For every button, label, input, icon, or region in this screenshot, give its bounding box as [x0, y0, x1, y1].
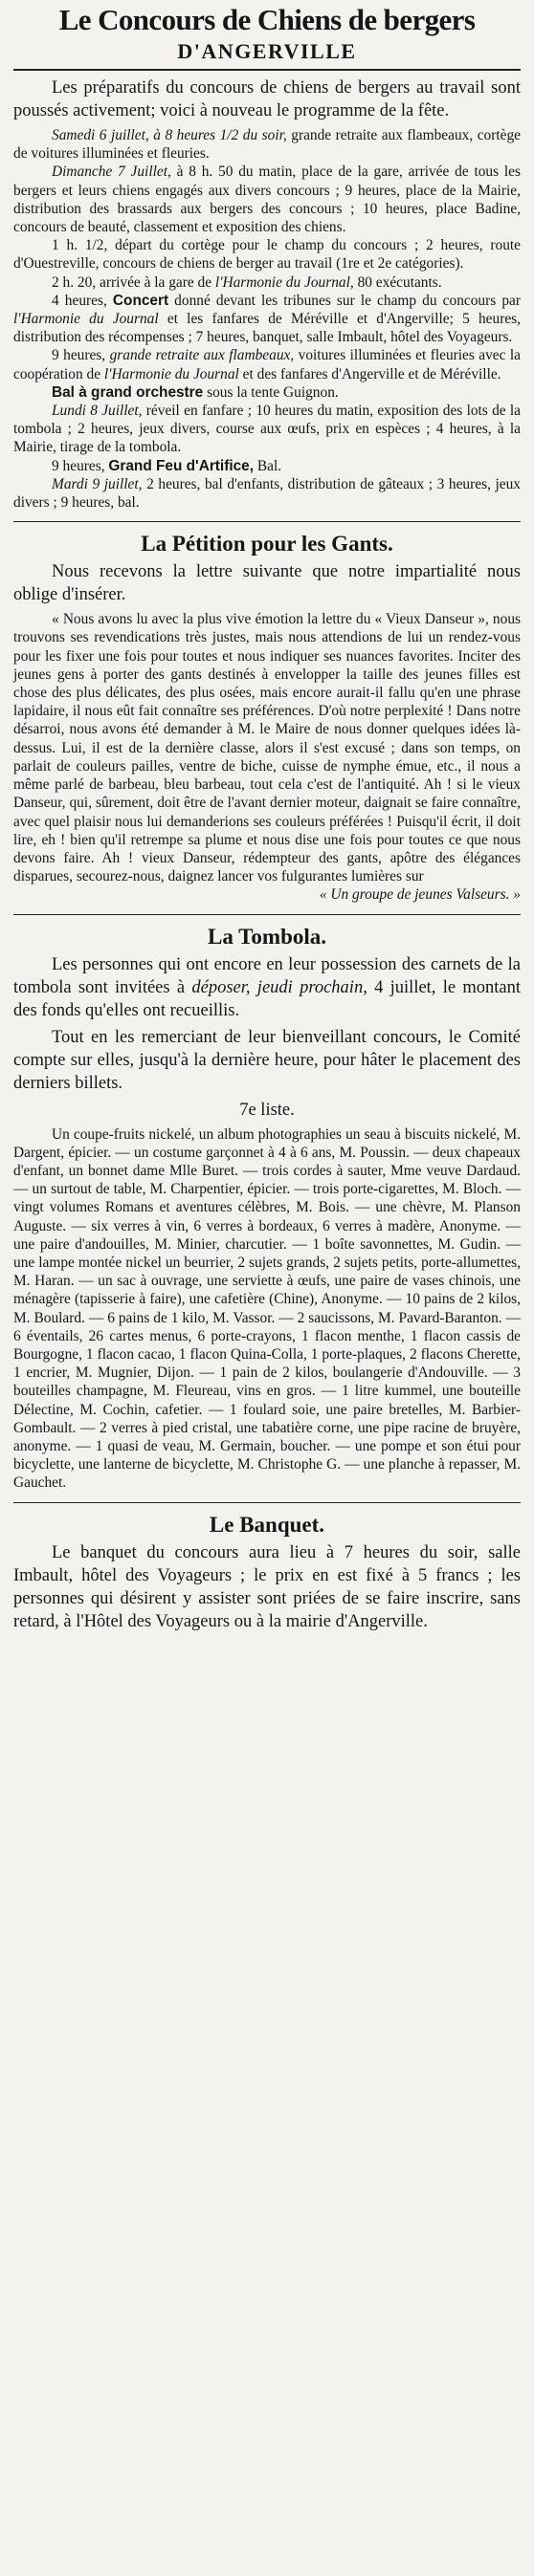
programme-bal [13, 383, 521, 402]
p9h-italic: grande retraite aux flambeaux [109, 347, 291, 364]
programme-dimanche [13, 163, 521, 236]
programme-1h30: 1 h. 1/2, départ du cortège pour le champ du concours ; 2 heures, route d'Ouestreville, concours de chiens de berger au travail (1re et 2e catégories). [13, 237, 521, 273]
p9h-text2: , voitures illuminées et fleuries avec la coopération de [13, 347, 521, 382]
tombola-list: Un coupe-fruits nickelé, un album photographies un seau à biscuits nickelé, M. Dargent, épicier. — un costume garçonnet à 4 à 6 ans, M. Poussin. — deux chapeaux d'enfant, un bonnet dame Mlle Buret. — trois cordes à sauter, Mme veuve Dardaud. — un surtout de table, M. Charpentier, épicier. — trois porte-cigarettes, M. Bloch. — vingt volumes Romans et aventures célèbres, M. Bois. — une chèvre, M. Planson Auguste. — six verres à vin, 6 verres à bordeaux, 6 verres à madère, Anonyme. — une paire d'andouilles, M. Minier, charcutier. — 1 boîte savonnettes, M. Gudin. — une lampe montée nickel un beurrier, 2 sujets grands, 2 sujets petits, porte-allumettes, M. Haran. — un sac à ouvrage, une serviette à œufs, une paire de vases chinois, une ménagère (tapisserie à faire), une cafetière (Chine), Anonyme. — 10 pains de 2 kilos, M. Boulard. — 6 pains de 1 kilo, M. Vassor. — 2 saucissons, M. Pavard-Baranton. — 6 éventails, 26 cartes menus, 6 porte-crayons, 1 flacon menthe, 1 flacon cassis de Bourgogne, 1 flacon cacao, 1 flacon Quina-Colla, 1 porte-plaques, 2 flacons Cherette, 1 encrier, M. Mugnier, Dijon. — 1 pain de 2 kilos, boulangerie d'Andouville. — 3 bouteilles champagne, M. Fleureau, vins en gros. — 1 litre kummel, une bouteille Délectine, M. Cochin, cafetier. — 1 foulard soie, une paire bretelles, M. Barbier-Gombault. — 2 verres à pied cristal, une tabatière corne, une pipe racine de bruyère, anonyme. — 1 quasi de veau, M. Germain, boucher. — une pompe et son étui pour bicyclette, une lanterne de bicyclette, M. Christophe G. — une planche à repasser, M. Gauchet. [13, 1125, 521, 1492]
mardi-lead: Mardi 9 juillet, [52, 475, 143, 492]
petition-title: La Pétition pour les Gants. [141, 532, 393, 557]
tombola-title: La Tombola. [208, 924, 326, 949]
p2h20-text: 2 h. 20, arrivée à la gare de [52, 273, 215, 291]
banquet-title: Le Banquet. [209, 1512, 325, 1537]
p4h-text: 4 heures, [52, 292, 113, 309]
bal-bold: Bal à grand orchestre [52, 383, 204, 401]
programme-lundi [13, 402, 521, 457]
samedi-text: grande retraite aux flambeaux, cortège de voitures illuminées et fleuries. [13, 127, 521, 163]
article-title: Le Concours de Chiens de bergers [58, 3, 476, 36]
dimanche-text: à 8 h. 50 du matin, place de la gare, arrivée de tous les bergers et leurs chiens engagés aux divers concours ; 9 heures, place de la Mairie, distribution des brassards aux bergers des concours ; 10 heures, place Badine, concours de beauté, classement et exposition des chiens. [13, 164, 521, 236]
lundi-lead: Lundi 8 Juillet, [52, 403, 143, 420]
tombola-intro [13, 953, 521, 1022]
programme-intro: Les préparatifs du concours de chiens de bergers au travail sont poussés activement; voici à nouveau le programme de la fête. [13, 78, 521, 120]
p4h-tail: et les fanfares de Méréville et d'Angerville; 5 heures, distribution des récompenses ; 7 heures, banquet, salle Imbault, hôtel des Voyageurs. [13, 311, 521, 346]
programme-samedi [13, 126, 521, 163]
tombola-intro-italic: déposer, jeudi prochain, [191, 977, 367, 997]
p9h-text: 9 heures, [52, 347, 110, 364]
p2h20-italic: l'Harmonie du Journal [214, 273, 350, 291]
petition-intro: Nous recevons la lettre suivante que notre impartialité nous oblige d'insérer. [13, 562, 521, 605]
programme-4h [13, 292, 521, 347]
lundi-text: réveil en fanfare ; 10 heures du matin, exposition des lots de la tombola ; 2 heures, jeux divers, course aux œufs, prix en espèces ; 4 heures, à la Mairie, tirage de la tombola. [13, 403, 522, 456]
banquet-text: Le banquet du concours aura lieu à 7 heures du soir, salle Imbault, hôtel des Voyageurs ; le prix en est fixé à 5 francs ; les personnes qui désirent y assister sont priées de se faire inscrire, sans retard, à l'Hôtel des Voyageurs ou à la mairie d'Angerville. [13, 1542, 521, 1631]
samedi-lead: Samedi 6 juillet, à 8 heures 1/2 du soir, [52, 127, 287, 143]
p9h-tail: et des fanfares d'Angerville et de Méréville. [238, 365, 501, 382]
p2h20-tail: , 80 exécutants. [349, 273, 442, 291]
programme-9h [13, 346, 521, 382]
bal-tail: sous la tente Guignon. [203, 383, 339, 401]
petition-letter: « Nous avons lu avec la plus vive émotion la lettre du « Vieux Danseur », nous trouvons ses revendications très justes, mais nous attendions de lui un rendez-vous pour les fixer une fois pour toutes et nous indiquer ses nuances favorites. Inciter des jeunes gens à porter des gants destinés à envelopper la taille des jeunes filles est chose des plus délicates, des plus osées, mais encore aurait-il fallu qu'en une phrase lapidaire, il nous eût fait connaître ses préférences. D'où notre perplexité ! Dans notre désarroi, nous avons été demander à M. le Maire de nous donner quelques idées là-dessus. Lui, il est de la dernière classe, alors il s'est excusé ; dans son temps, on parlait de couleurs pailles, ventre de biche, cuisse de nymphe émue, etc., il nous a même parlé de barbeau, bleu barbeau, tout cela c'est de l'antiquité. Ah ! si le vieux Danseur, qui, sûrement, doit être de l'avant dernier moteur, daignait se faire connaître, avec quel plaisir nous lui demanderions ses couleurs préférées ! Puisqu'il écrit, il doit lire, eh ! bien qu'il retrempe sa plume et nous dise une fois pour toutes ce que nous devons faire. Ah ! vieux Danseur, rédempteur des gants, apôtre des élégances disparues, secourez-nous, daignez lancer vos fulgurantes lumières sur [13, 611, 521, 885]
p4h-italic: l'Harmonie du Journal [13, 311, 159, 328]
article-subtitle: D'ANGERVILLE [177, 39, 357, 63]
programme-2h20 [13, 273, 521, 292]
title-divider [13, 69, 521, 71]
programme-feu [13, 457, 521, 475]
p9h-italic2: l'Harmonie du Journal [103, 365, 239, 382]
p4h-text2: donné devant les tribunes sur le champ du concours par [168, 292, 521, 309]
tombola-intro-tail: 4 juillet, le montant des fonds qu'elles ont recueillis. [13, 977, 521, 1020]
tombola-thanks: Tout en les remerciant de leur bienveillant concours, le Comité compte sur elles, jusqu'à la dernière heure, pour hâter le placement des derniers billets. [13, 1027, 521, 1093]
feu-text: 9 heures, [52, 457, 109, 474]
feu-bold: Grand Feu d'Artifice, [108, 457, 255, 474]
section-divider [13, 1502, 521, 1503]
petition-signature: « Un groupe de jeunes Valseurs. » [319, 886, 521, 904]
p4h-concert: Concert [112, 292, 169, 309]
section-divider [13, 914, 521, 915]
feu-tail: Bal. [254, 457, 282, 474]
tombola-intro-text: Les personnes qui ont encore en leur possession des carnets de la tombola sont invitées à [13, 954, 521, 997]
dimanche-lead: Dimanche 7 Juillet, [52, 164, 171, 181]
section-divider [13, 521, 521, 522]
mardi-text: 2 heures, bal d'enfants, distribution de gâteaux ; 3 heures, jeux divers ; 9 heures, bal. [13, 475, 521, 512]
programme-mardi [13, 475, 521, 512]
tombola-list-title: 7e liste. [239, 1100, 295, 1120]
